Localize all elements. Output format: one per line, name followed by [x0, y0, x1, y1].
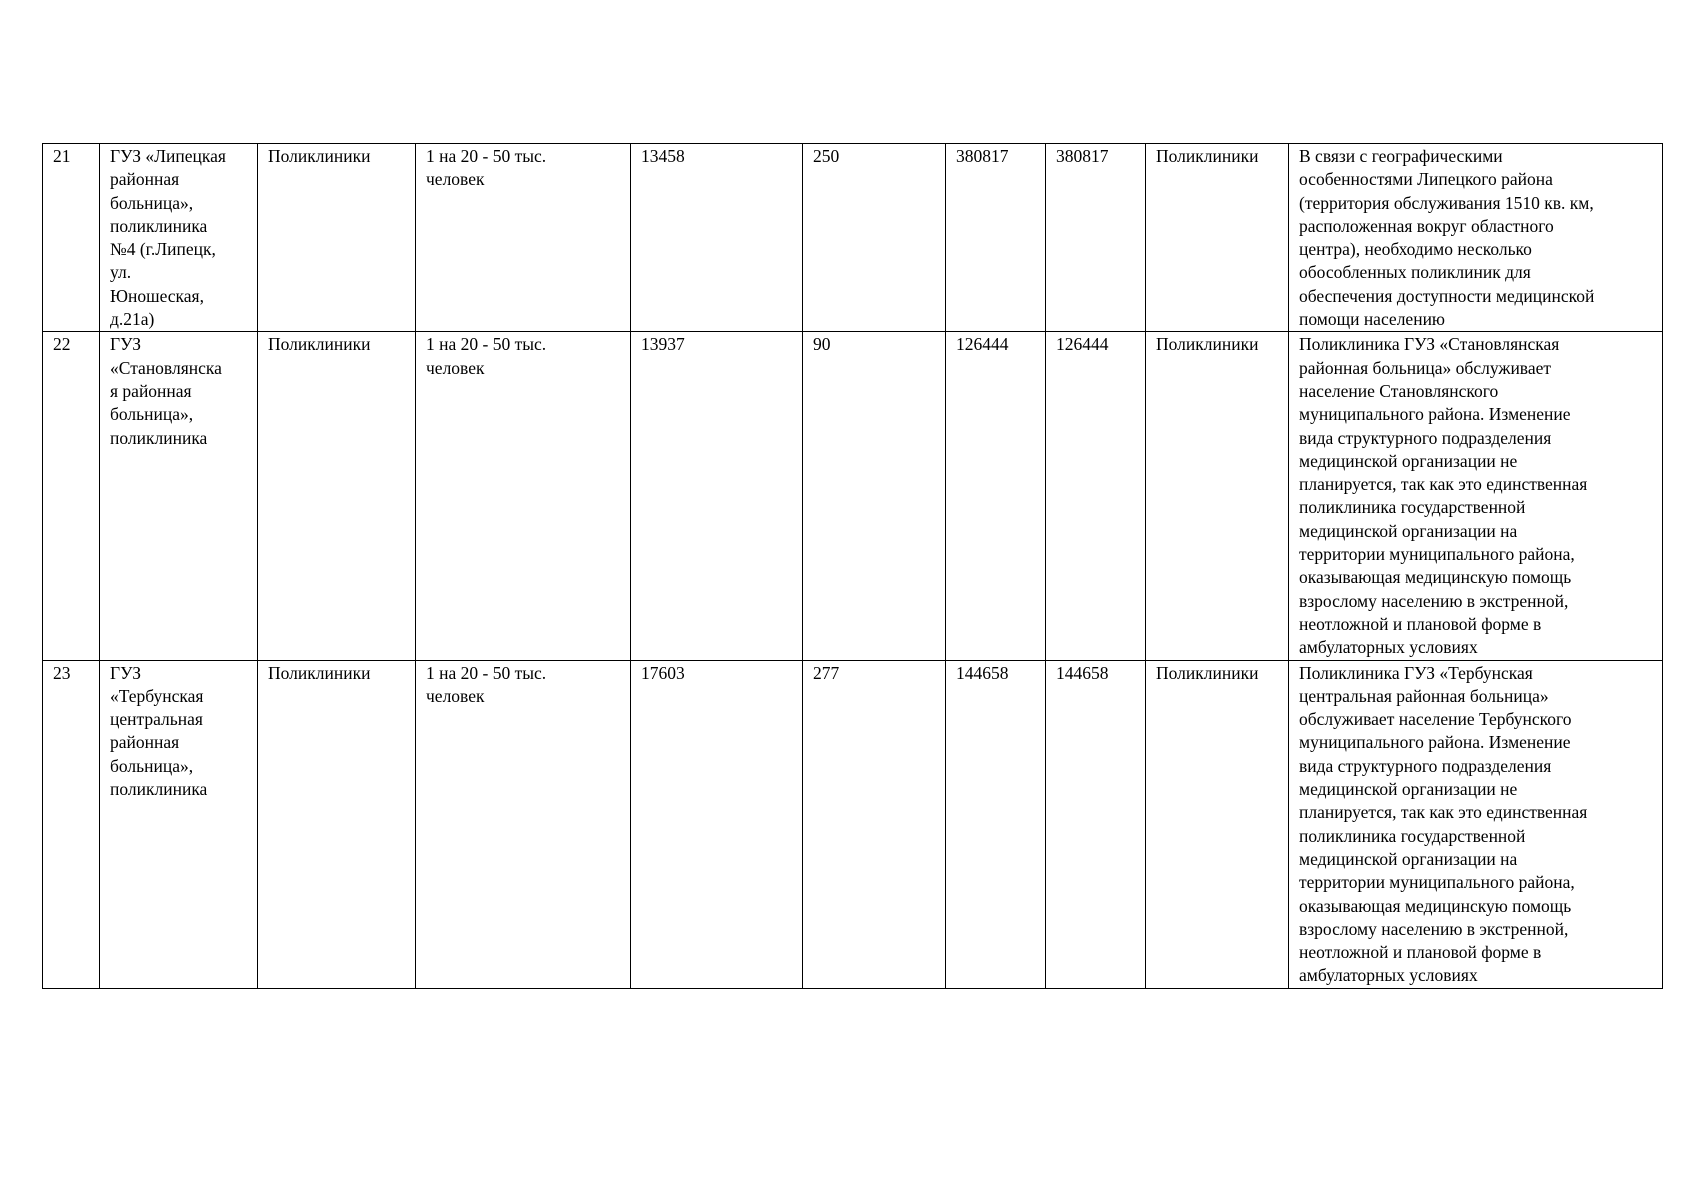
facility-type-cell: Поликлиники — [258, 660, 416, 988]
norm-cell: 1 на 20 - 50 тыс. человек — [416, 660, 631, 988]
row-number-cell: 21 — [43, 144, 100, 332]
table-row — [43, 144, 1663, 332]
organization-cell: ГУЗ «Становлянска я районная больница», поликлиника — [100, 332, 258, 660]
value-a-cell: 126444 — [946, 332, 1046, 660]
planned-type-cell: Поликлиники — [1146, 144, 1289, 332]
norm-cell: 1 на 20 - 50 тыс. человек — [416, 332, 631, 660]
capacity-cell: 90 — [803, 332, 946, 660]
organization-cell: ГУЗ «Тербунская центральная районная больница», поликлиника — [100, 660, 258, 988]
planned-type-cell: Поликлиники — [1146, 660, 1289, 988]
facility-type-cell: Поликлиники — [258, 332, 416, 660]
value-a-cell: 380817 — [946, 144, 1046, 332]
capacity-cell: 277 — [803, 660, 946, 988]
table-row — [43, 332, 1663, 660]
comment-cell: В связи с географическими особенностями Липецкого района (территория обслуживания 1510 кв. км, расположенная вокруг областного центра), необходимо несколько обособленных поликлиник для обеспечения доступности медицинской помощи населению — [1289, 144, 1663, 332]
value-b-cell: 126444 — [1046, 332, 1146, 660]
population-cell: 17603 — [631, 660, 803, 988]
row-number-cell: 23 — [43, 660, 100, 988]
capacity-cell: 250 — [803, 144, 946, 332]
organization-cell: ГУЗ «Липецкая районная больница», поликлиника №4 (г.Липецк, ул. Юношеская, д.21а) — [100, 144, 258, 332]
value-a-cell: 144658 — [946, 660, 1046, 988]
planned-type-cell: Поликлиники — [1146, 332, 1289, 660]
population-cell: 13937 — [631, 332, 803, 660]
norm-cell: 1 на 20 - 50 тыс. человек — [416, 144, 631, 332]
population-cell: 13458 — [631, 144, 803, 332]
facilities-table — [42, 143, 1663, 989]
comment-cell: Поликлиника ГУЗ «Тербунская центральная районная больница» обслуживает население Тербунского муниципального района. Изменение вида структурного подразделения медицинской организации не планируется, так как это единственная поликлиника государственной медицинской организации на территории муниципального района, оказывающая медицинскую помощь взрослому населению в экстренной, неотложной и плановой форме в амбулаторных условиях — [1289, 660, 1663, 988]
value-b-cell: 380817 — [1046, 144, 1146, 332]
facility-type-cell: Поликлиники — [258, 144, 416, 332]
row-number-cell: 22 — [43, 332, 100, 660]
table-row — [43, 660, 1663, 988]
value-b-cell: 144658 — [1046, 660, 1146, 988]
comment-cell: Поликлиника ГУЗ «Становлянская районная больница» обслуживает население Становлянского муниципального района. Изменение вида структурного подразделения медицинской организации не планируется, так как это единственная поликлиника государственной медицинской организации на территории муниципального района, оказывающая медицинскую помощь взрослому населению в экстренной, неотложной и плановой форме в амбулаторных условиях — [1289, 332, 1663, 660]
